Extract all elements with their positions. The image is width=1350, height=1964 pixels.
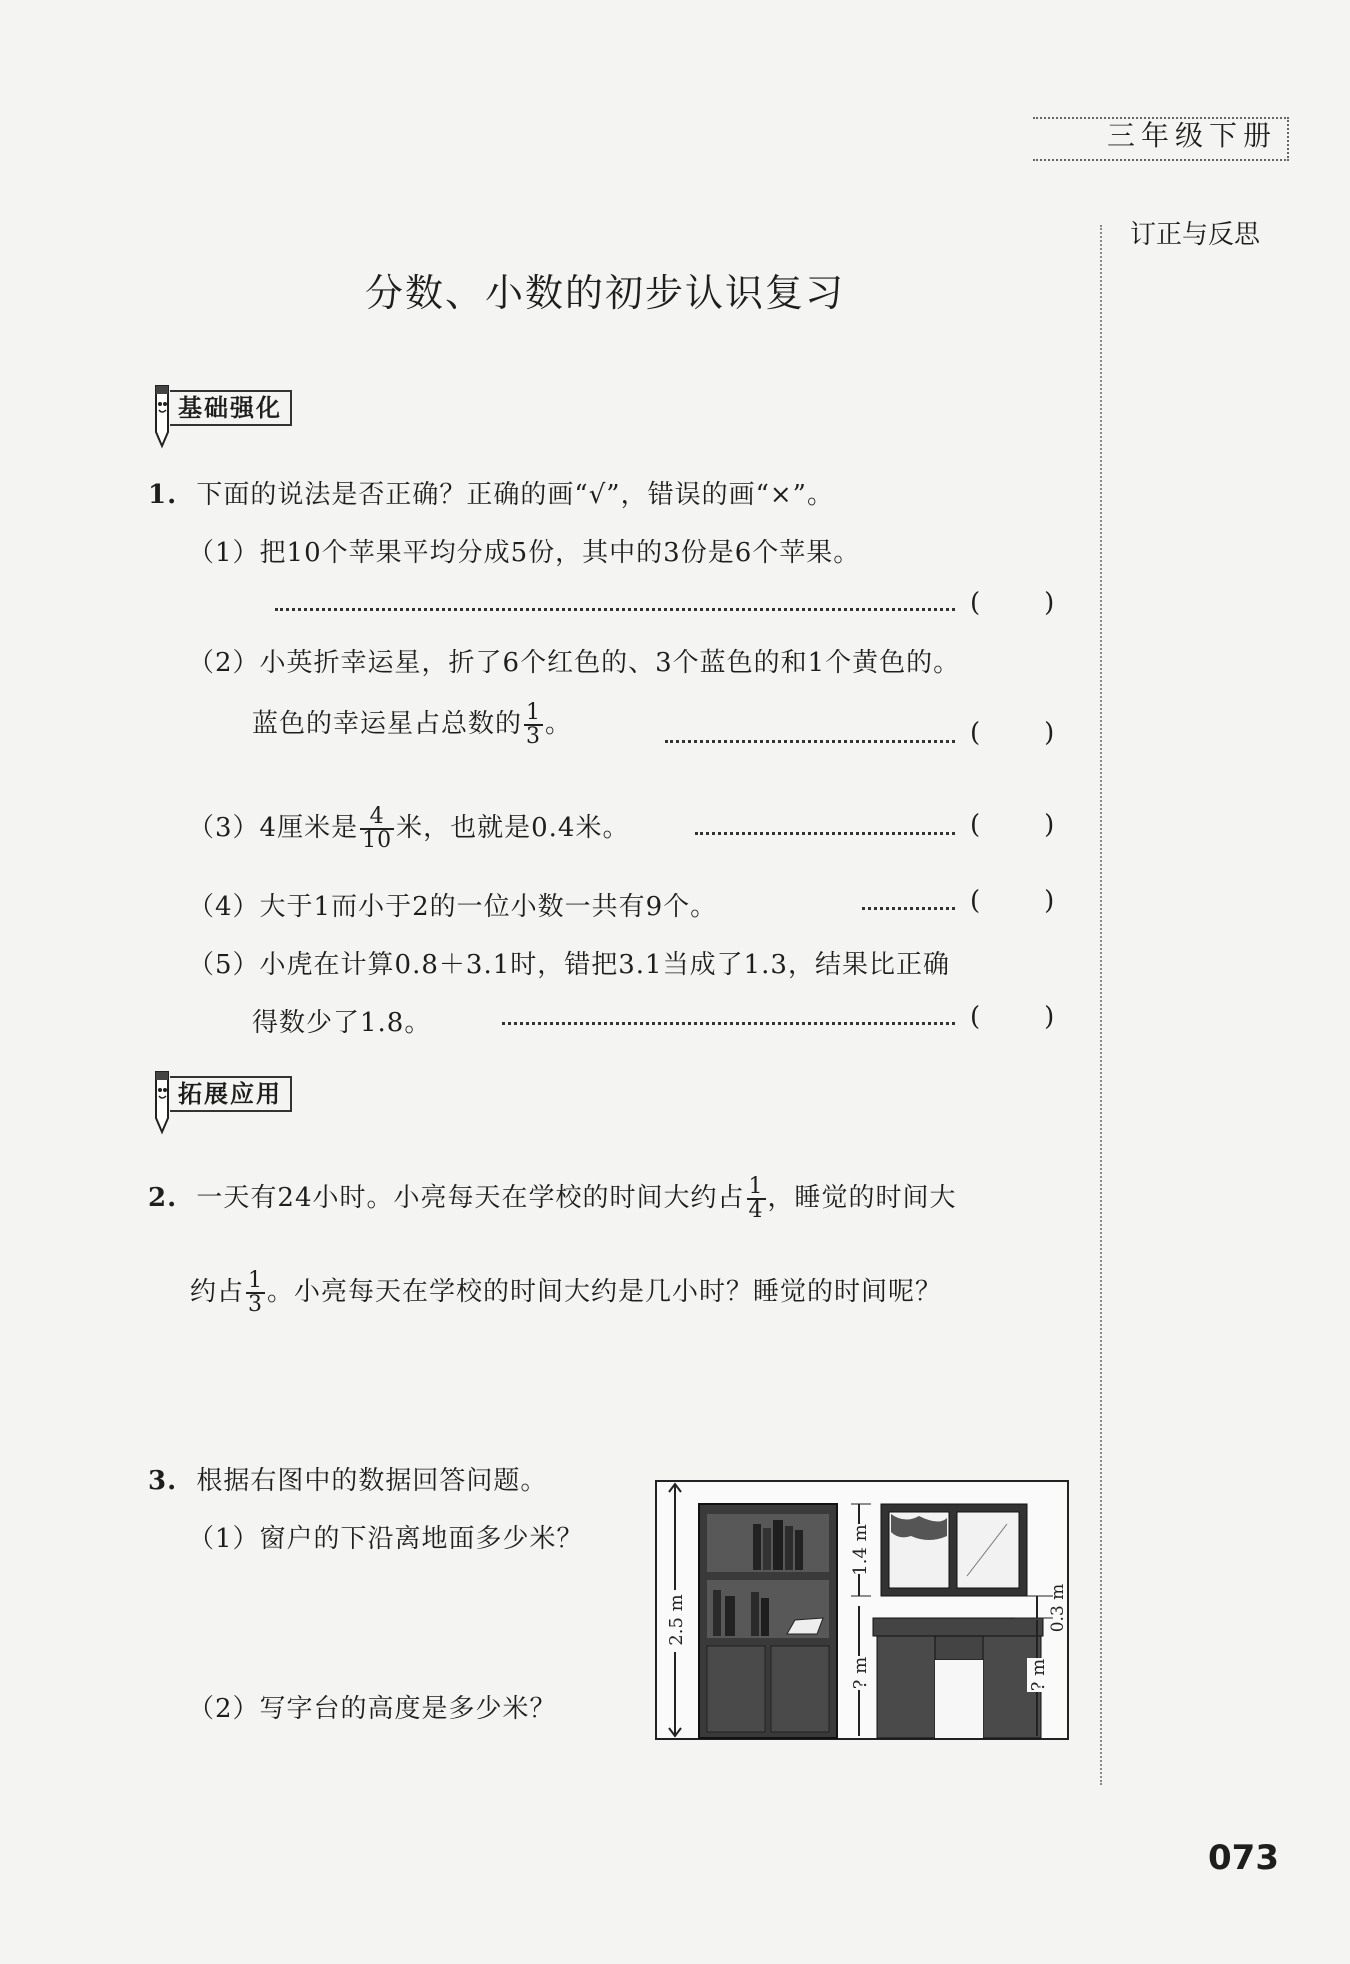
q3-sub2: （2）写字台的高度是多少米？ (188, 1694, 557, 1724)
q1-text: 下面的说法是否正确？正确的画“√”，错误的画“×”。 (196, 480, 834, 510)
label-unknown-2: ? m (1028, 1658, 1049, 1692)
answer-blank-4[interactable]: ( ) (970, 886, 1055, 916)
q1-item-2-label: （2） (188, 648, 260, 678)
section-basic-label: 基础强化 (170, 390, 292, 426)
q1-item-3 (188, 806, 629, 852)
fraction-one-quarter: $\frac{1}{4}$ (748, 1174, 764, 1223)
grade-tag (1033, 117, 1289, 161)
dotted-leader (695, 818, 955, 835)
dotted-leader (502, 1008, 955, 1025)
q1-item-2-text: 小英折幸运星，折了6个红色的、3个蓝色的和1个黄色的。 (259, 648, 961, 678)
q1-stem (148, 474, 834, 511)
q2-line1 (148, 1176, 957, 1222)
q1-number: 1. (148, 480, 178, 510)
label-0-3m: 0.3 m (1048, 1583, 1068, 1633)
q1-item-1 (188, 532, 860, 569)
q1-item-4 (188, 886, 717, 923)
q1-item-2-text2a: 蓝色的幸运星占总数的 (252, 709, 523, 739)
q3-sub1: （1）窗户的下沿离地面多少米？ (188, 1524, 584, 1554)
q1-item-5-line2: 得数少了1.8。 (252, 1008, 432, 1038)
answer-blank-1[interactable]: ( ) (970, 588, 1055, 618)
section-extend-label: 拓展应用 (170, 1076, 292, 1112)
q1-item-5-text: 小虎在计算0.8＋3.1时，错把3.1当成了1.3，结果比正确 (259, 950, 950, 980)
q1-item-5-label: （5） (188, 950, 260, 980)
q3-text: 根据右图中的数据回答问题。 (196, 1466, 548, 1496)
dotted-leader (275, 594, 955, 611)
q1-item-3-label: （3） (188, 813, 260, 843)
window (881, 1504, 1027, 1596)
q1-item-3-text-b: 米，也就是0.4米。 (396, 813, 630, 843)
room-figure (655, 1480, 1070, 1742)
fraction-one-third: $\frac{1}{3}$ (248, 1268, 264, 1317)
bookcase (699, 1504, 837, 1738)
section-basic (148, 382, 328, 420)
q1-item-1-label: （1） (188, 538, 260, 568)
q1-item-5 (188, 944, 950, 981)
desk (873, 1618, 1043, 1738)
q2-text-2b: 。小亮每天在学校的时间大约是几小时？睡觉的时间呢？ (267, 1277, 943, 1307)
label-2-5m: 2.5 m (666, 1594, 687, 1646)
fraction-four-tenths: $\frac{4}{10}$ (362, 804, 393, 853)
label-1-4m: 1.4 m (850, 1524, 871, 1576)
q2-text-1a: 一天有24小时。小亮每天在学校的时间大约占 (196, 1183, 745, 1213)
fraction-one-third: $\frac{1}{3}$ (526, 700, 542, 749)
page-number: 073 (1208, 1838, 1279, 1878)
answer-blank-3[interactable]: ( ) (970, 810, 1055, 840)
q1-item-4-label: （4） (188, 892, 260, 922)
sidebar-title: 订正与反思 (1130, 220, 1261, 250)
page-title: 分数、小数的初步认识复习 (364, 271, 845, 315)
dotted-leader (862, 893, 955, 910)
section-extend (148, 1068, 328, 1106)
q2-line2 (190, 1270, 942, 1316)
label-unknown-1: ? m (850, 1656, 871, 1690)
q1-item-2-text2b: 。 (545, 709, 573, 739)
answer-blank-2[interactable]: ( ) (970, 718, 1055, 748)
q3-number: 3. (148, 1466, 178, 1496)
q3-stem (148, 1460, 547, 1497)
dotted-leader (665, 726, 955, 743)
q1-item-3-text-a: 4厘米是 (259, 813, 359, 843)
q2-number: 2. (148, 1183, 178, 1213)
answer-blank-5[interactable]: ( ) (970, 1002, 1055, 1032)
q1-item-2 (188, 642, 960, 679)
q2-text-1b: ，睡觉的时间大 (767, 1183, 957, 1213)
q2-text-2a: 约占 (190, 1277, 245, 1307)
q1-item-4-text: 大于1而小于2的一位小数一共有9个。 (259, 892, 718, 922)
grade-label: 三年级下册 (1106, 119, 1277, 152)
q1-item-2-line2 (252, 702, 572, 748)
q1-item-1-text: 把10个苹果平均分成5份，其中的3份是6个苹果。 (259, 538, 861, 568)
sidebar-divider (1100, 225, 1102, 1785)
